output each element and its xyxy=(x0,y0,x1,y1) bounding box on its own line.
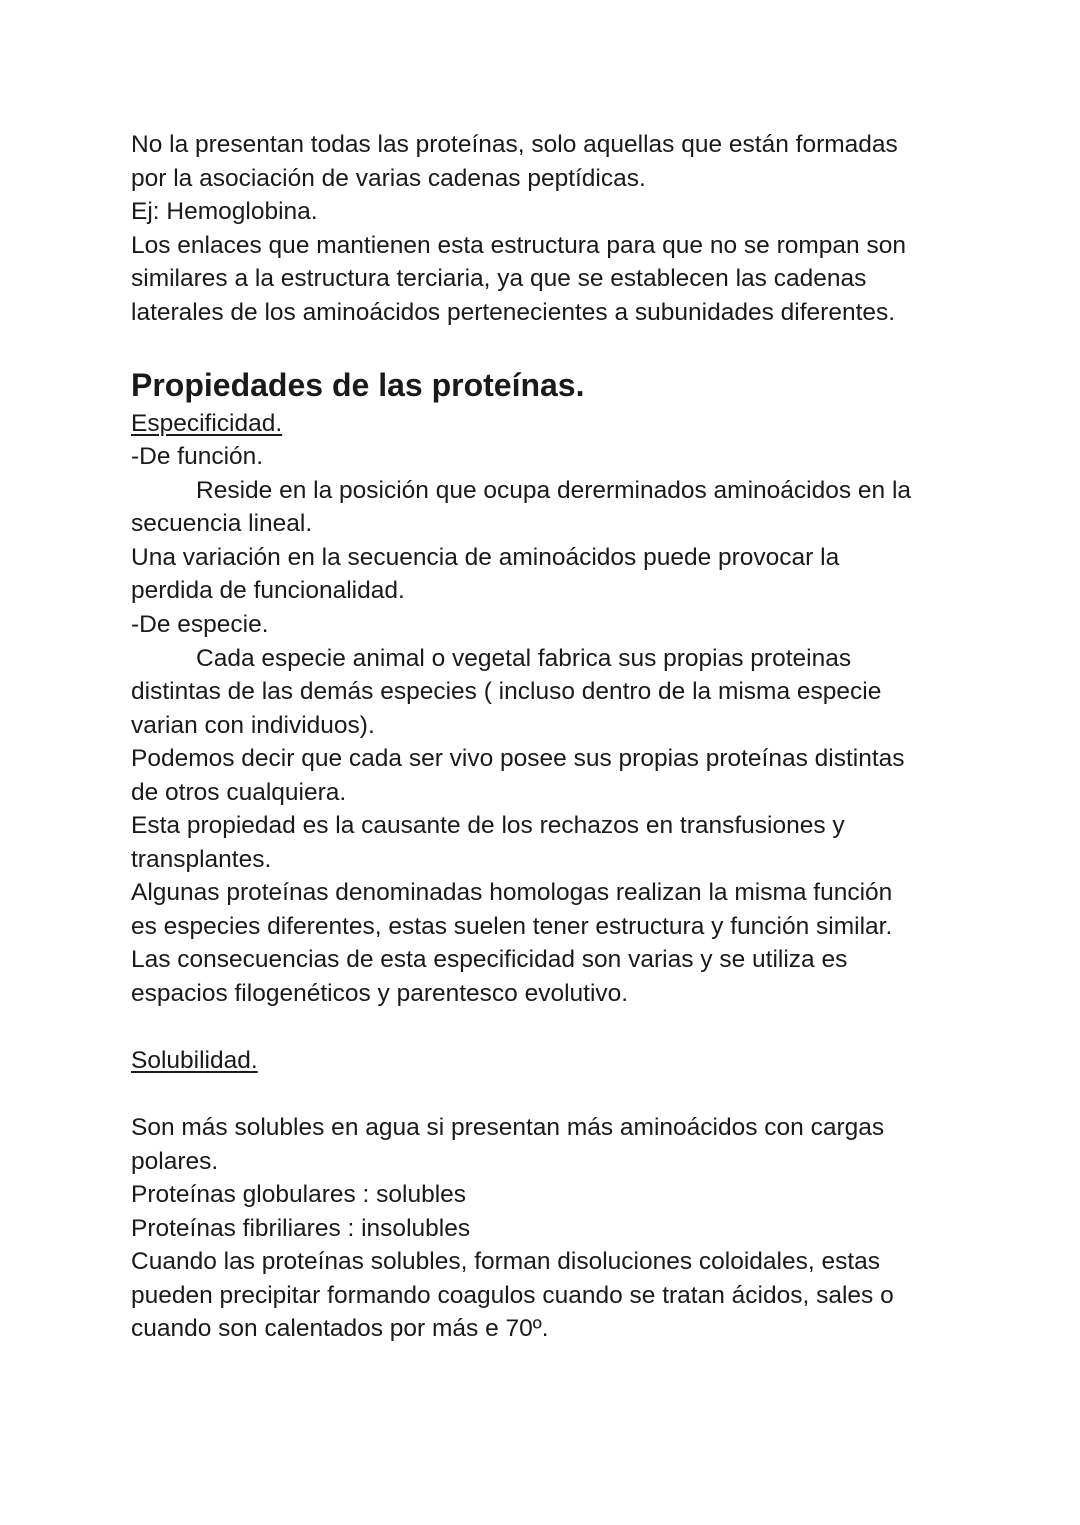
paragraph-line: perdida de funcionalidad. xyxy=(131,577,405,604)
paragraph-line: por la asociación de varias cadenas peptídicas. xyxy=(131,165,646,192)
paragraph-line: polares. xyxy=(131,1148,219,1175)
paragraph-line: Las consecuencias de esta especificidad son varias y se utiliza es xyxy=(131,946,848,973)
paragraph-line: -De especie. xyxy=(131,611,269,638)
subsection-title-solubility: Solubilidad. xyxy=(131,1047,258,1074)
paragraph-line: Podemos decir que cada ser vivo posee sus propias proteínas distintas xyxy=(131,745,905,772)
paragraph-line: Reside en la posición que ocupa dererminados aminoácidos en la xyxy=(196,477,912,504)
paragraph-line: Proteínas globulares : solubles xyxy=(131,1181,467,1208)
paragraph-line: distintas de las demás especies ( incluso dentro de la misma especie xyxy=(131,678,882,705)
paragraph-line: Ej: Hemoglobina. xyxy=(131,198,318,225)
paragraph-line: cuando son calentados por más e 70º. xyxy=(131,1315,549,1342)
paragraph-line: similares a la estructura terciaria, ya que se establecen las cadenas xyxy=(131,265,867,292)
paragraph-line: Una variación en la secuencia de aminoácidos puede provocar la xyxy=(131,544,840,571)
paragraph-line: Cada especie animal o vegetal fabrica sus propias proteinas xyxy=(196,645,852,672)
paragraph-line: espacios filogenéticos y parentesco evolutivo. xyxy=(131,980,629,1007)
paragraph-line: Los enlaces que mantienen esta estructura para que no se rompan son xyxy=(131,232,906,259)
paragraph-line: -De función. xyxy=(131,443,264,470)
paragraph-line: Cuando las proteínas solubles, forman disoluciones coloidales, estas xyxy=(131,1248,881,1275)
paragraph-line: transplantes. xyxy=(131,846,272,873)
paragraph-line: pueden precipitar formando coagulos cuando se tratan ácidos, sales o xyxy=(131,1282,894,1309)
paragraph-line: secuencia lineal. xyxy=(131,510,313,537)
paragraph-line: Son más solubles en agua si presentan más aminoácidos con cargas xyxy=(131,1114,885,1141)
paragraph-line: varian con individuos). xyxy=(131,712,375,739)
paragraph-line: Proteínas fibriliares : insolubles xyxy=(131,1215,471,1242)
paragraph-line: Algunas proteínas denominadas homologas realizan la misma función xyxy=(131,879,893,906)
paragraph-line: No la presentan todas las proteínas, solo aquellas que están formadas xyxy=(131,131,898,158)
paragraph-line: de otros cualquiera. xyxy=(131,779,347,806)
section-heading: Propiedades de las proteínas. xyxy=(131,367,585,403)
paragraph-line: laterales de los aminoácidos pertenecientes a subunidades diferentes. xyxy=(131,299,896,326)
paragraph-line: Esta propiedad es la causante de los rechazos en transfusiones y xyxy=(131,812,845,839)
paragraph-line: es especies diferentes, estas suelen tener estructura y función similar. xyxy=(131,913,893,940)
subsection-title-specificity: Especificidad. xyxy=(131,410,283,437)
